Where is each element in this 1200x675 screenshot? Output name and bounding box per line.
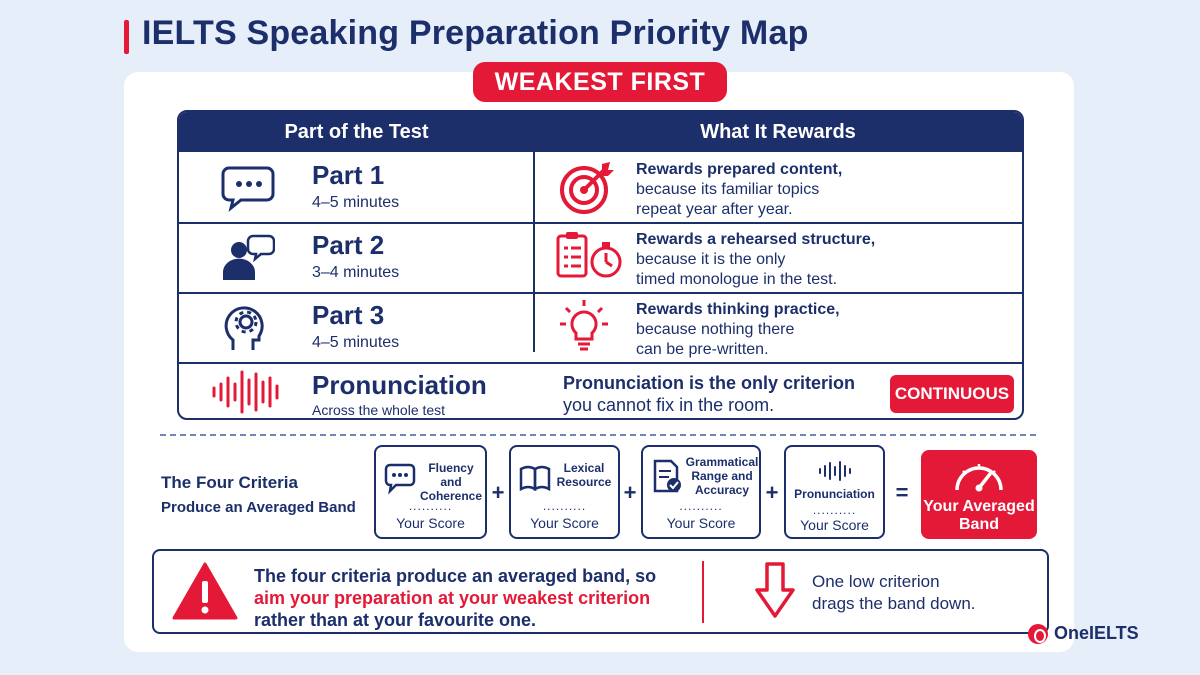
- criteria-label: [161, 470, 356, 520]
- criterion-name: [786, 487, 883, 501]
- score-label: Your Score: [666, 515, 736, 531]
- criteria-label-line: Produce an Averaged Band: [161, 499, 356, 516]
- document-check-icon: [651, 459, 683, 493]
- pronunciation-sub: Across the whole test: [312, 402, 446, 418]
- reward-line: because its familiar topics: [636, 181, 820, 198]
- plus-sign: +: [623, 480, 637, 505]
- pronunciation-line: Pronunciation is the only criterion: [563, 373, 856, 393]
- book-icon: [519, 461, 551, 495]
- part-duration: 3–4 minutes: [312, 264, 400, 281]
- table-row-part3: [179, 292, 1022, 362]
- reward-text: [636, 230, 875, 290]
- lightbulb-icon: [554, 298, 624, 356]
- brand-mark-icon: [1028, 624, 1048, 644]
- result-label: [921, 498, 1037, 534]
- score-label: Your Score: [800, 517, 869, 533]
- speech-bubble-icon: [219, 162, 275, 212]
- score-label: Your Score: [530, 515, 599, 531]
- part-duration: 4–5 minutes: [312, 194, 400, 211]
- criterion-name: [418, 461, 484, 503]
- down-arrow-icon: [754, 561, 796, 619]
- criterion-lexical: [509, 445, 620, 539]
- chat-dots-icon: [384, 461, 416, 495]
- clipboard-stopwatch-icon: [554, 228, 624, 286]
- criterion-name-line: Lexical: [563, 461, 605, 475]
- part-name: Part 3: [312, 300, 385, 330]
- reward-line: timed monologue in the test.: [636, 271, 838, 288]
- parts-table: [177, 110, 1024, 420]
- score-dots: ..........: [408, 499, 453, 513]
- result-label-line: Band: [959, 516, 999, 533]
- part-duration: 4–5 minutes: [312, 334, 400, 351]
- score-dots: ..........: [542, 499, 587, 513]
- criterion-name-line: Resource: [556, 475, 612, 489]
- reward-text: [636, 160, 842, 220]
- score-dots: ..........: [812, 503, 857, 517]
- page-title: IELTS Speaking Preparation Priority Map: [142, 14, 809, 52]
- pronunciation-text: [563, 372, 855, 416]
- header-rewards: What It Rewards: [700, 121, 856, 143]
- note-divider: [702, 561, 704, 623]
- brand-name: OneIELTS: [1054, 623, 1139, 643]
- criterion-pronunciation: [784, 445, 885, 539]
- criterion-name-line: Fluency and: [428, 461, 474, 489]
- weakest-first-badge: WEAKEST FIRST: [473, 62, 727, 102]
- criterion-name-line: Range and: [691, 469, 753, 483]
- reward-line: can be pre-written.: [636, 341, 769, 358]
- advice-note: [152, 549, 1049, 634]
- reward-line: repeat year after year.: [636, 201, 793, 218]
- section-divider: [160, 434, 1036, 436]
- title-accent-bar: [124, 20, 129, 54]
- note-line: rather than at your favourite one.: [254, 610, 537, 630]
- reward-headline: Rewards thinking practice,: [636, 301, 840, 318]
- header-part: Part of the Test: [284, 121, 429, 143]
- reward-text: [636, 300, 840, 360]
- speaker-icon: [219, 232, 275, 282]
- criterion-name: [683, 455, 761, 497]
- reward-headline: Rewards a rehearsed structure,: [636, 231, 876, 248]
- note-line: The four criteria produce an averaged band, so: [254, 566, 657, 586]
- criterion-name-line: Accuracy: [694, 483, 750, 497]
- soundwave-icon: [818, 461, 854, 481]
- reward-line: because it is the only: [636, 251, 786, 268]
- pronunciation-name: Pronunciation: [312, 370, 487, 400]
- score-label: Your Score: [396, 515, 465, 531]
- score-dots: ..........: [679, 499, 723, 513]
- reward-line: because nothing there: [636, 321, 795, 338]
- plus-sign: +: [491, 480, 505, 505]
- criterion-grammar: [641, 445, 761, 539]
- criterion-name-line: Pronunciation: [794, 487, 875, 501]
- gauge-icon: [951, 456, 1007, 496]
- criterion-name-line: Grammatical: [685, 455, 759, 469]
- target-icon: [554, 158, 624, 216]
- criterion-fluency: [374, 445, 487, 539]
- note-right-text: [812, 571, 976, 615]
- soundwave-icon: [211, 370, 283, 414]
- table-header: [179, 112, 1022, 152]
- table-row-part1: [179, 152, 1022, 222]
- note-right-line: drags the band down.: [812, 594, 976, 613]
- continuous-badge: CONTINUOUS: [890, 375, 1014, 413]
- pronunciation-line: you cannot fix in the room.: [563, 395, 775, 415]
- part-name: Part 1: [312, 160, 385, 190]
- note-highlight: aim your preparation at your weakest criterion: [254, 588, 651, 608]
- equals-sign: =: [895, 480, 909, 505]
- table-row-part2: [179, 222, 1022, 292]
- criterion-name-line: Coherence: [419, 489, 483, 503]
- criteria-label-line: The Four Criteria: [161, 473, 298, 492]
- criterion-name: [553, 461, 615, 489]
- warning-icon: [172, 561, 238, 621]
- part-name: Part 2: [312, 230, 385, 260]
- table-row-pronunciation: [179, 364, 1022, 420]
- plus-sign: +: [765, 480, 779, 505]
- result-label-line: Your Averaged: [923, 498, 1035, 515]
- thinking-head-icon: [219, 302, 275, 352]
- reward-headline: Rewards prepared content,: [636, 161, 843, 178]
- note-right-line: One low criterion: [812, 572, 940, 591]
- note-text: [254, 565, 656, 631]
- averaged-band-result: [921, 450, 1037, 539]
